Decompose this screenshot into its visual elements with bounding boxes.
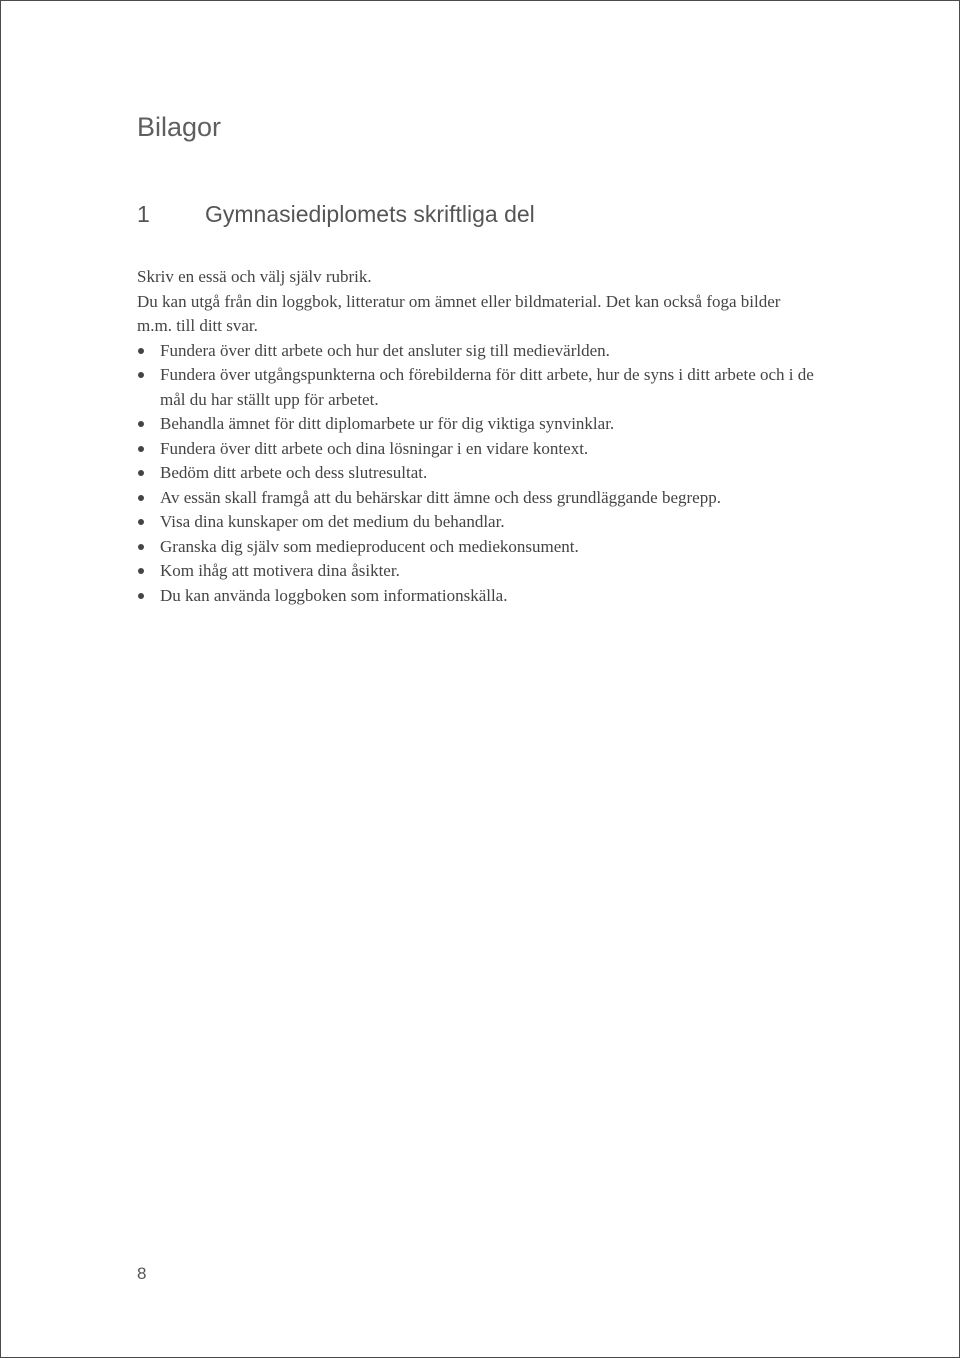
bullet-icon [138, 593, 144, 599]
bullet-icon [138, 446, 144, 452]
bullet-icon [138, 568, 144, 574]
list-item-text: Visa dina kunskaper om det medium du behandlar. [160, 512, 505, 531]
bullet-icon [138, 348, 144, 354]
list-item [137, 584, 817, 609]
list-item-text: Granska dig själv som medieproducent och mediekonsument. [160, 536, 579, 556]
list-item [137, 339, 817, 364]
list-item [137, 510, 817, 535]
intro-line-2: Du kan utgå från din loggbok, litteratur om ämnet eller bildmaterial. Det kan också foga bilder m.m. till ditt svar. [137, 291, 781, 335]
bullet-icon [138, 470, 144, 476]
section-number: 1 [137, 201, 150, 227]
section-heading [137, 199, 535, 229]
list-item [137, 486, 817, 511]
list-item-text: Du kan använda loggboken som informationskälla. [160, 585, 508, 605]
page-title: Bilagor [137, 112, 222, 142]
list-item [137, 559, 817, 584]
list-item [137, 412, 817, 437]
list-item [137, 437, 817, 462]
section-title: Gymnasiediplomets skriftliga del [205, 201, 535, 227]
intro-line-1: Skriv en essä och välj själv rubrik. [137, 267, 372, 286]
bullet-icon [138, 519, 144, 525]
bullet-icon [138, 495, 144, 501]
bullet-icon [138, 421, 144, 427]
bullet-list [137, 339, 817, 609]
list-item [137, 535, 817, 560]
bullet-icon [138, 372, 144, 378]
bullet-icon [138, 544, 144, 550]
list-item-text: Bedöm ditt arbete och dess slutresultat. [160, 463, 428, 482]
list-item-text: Av essän skall framgå att du behärskar ditt ämne och dess grundläggande begrepp. [160, 487, 721, 507]
list-item-text: Fundera över utgångspunkterna och förebilderna för ditt arbete, hur de syns i ditt arbete och i de mål du har ställt upp för arbetet. [160, 365, 814, 409]
page-number: 8 [137, 1264, 147, 1283]
section-body [137, 265, 817, 608]
list-item-text: Fundera över ditt arbete och hur det ansluter sig till medievärlden. [160, 340, 610, 360]
list-item [137, 461, 817, 486]
list-item-text: Behandla ämnet för ditt diplomarbete ur för dig viktiga synvinklar. [160, 414, 615, 433]
list-item-text: Fundera över ditt arbete och dina lösningar i en vidare kontext. [160, 438, 589, 458]
list-item [137, 363, 817, 412]
list-item-text: Kom ihåg att motivera dina åsikter. [160, 561, 400, 580]
